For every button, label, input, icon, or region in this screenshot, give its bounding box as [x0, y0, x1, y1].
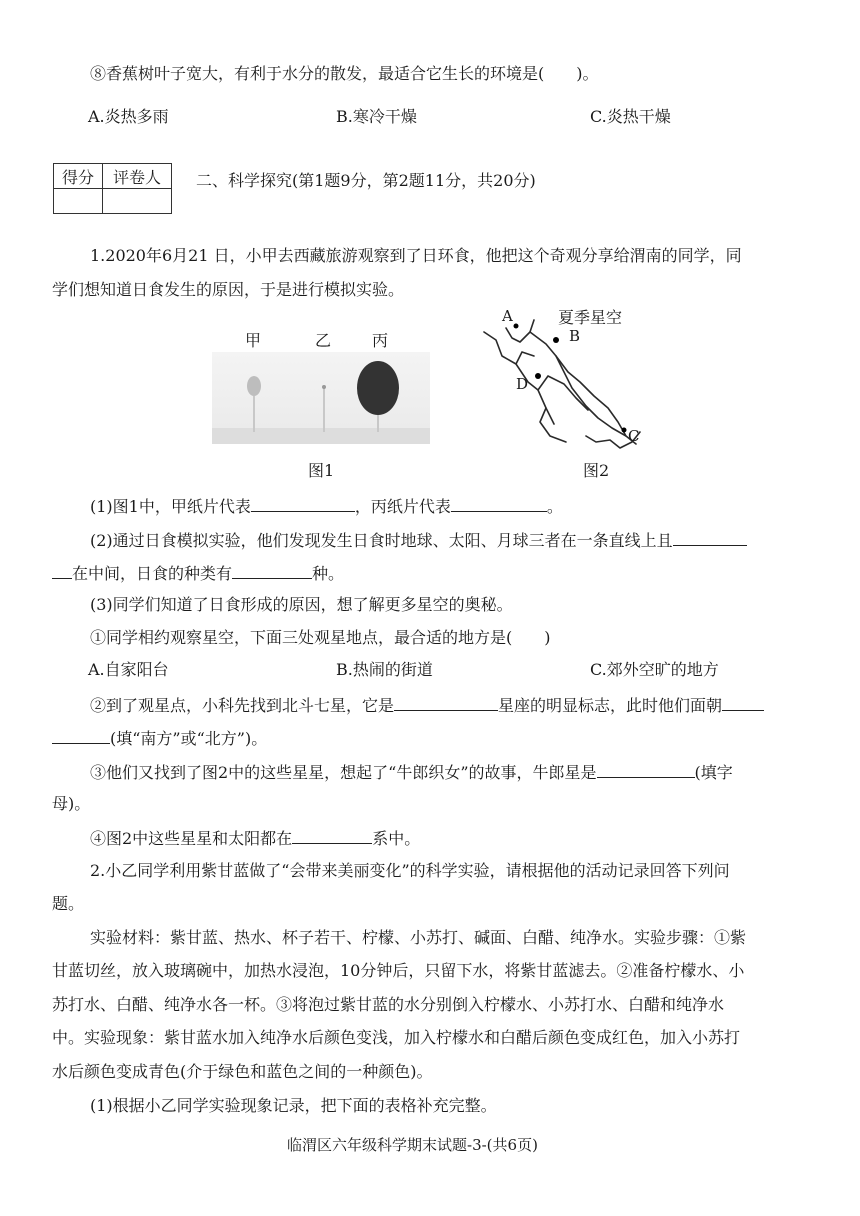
q1-sub-2-line-2: (填“南方”或“北方”)。	[52, 727, 267, 749]
q1-sub-2-line-1: ②到了观星点，小科先找到北斗七星，它是 星座的明显标志，此时他们面朝	[90, 694, 764, 716]
score-header: 得分	[54, 164, 103, 189]
figure-1-label-jia: 甲	[245, 331, 262, 350]
answer-blank-3b[interactable]	[52, 562, 72, 579]
q2-line-5: 苏打水、白醋、纯净水各一杯。③将泡过紫甘蓝的水分别倒入柠檬水、小苏打水、白醋和纯净水	[52, 995, 725, 1014]
q1-sub-3-line-2: 母)。	[52, 794, 91, 813]
q1-sub1-option-a: A.自家阳台	[88, 660, 169, 679]
answer-blank-6a[interactable]	[722, 694, 764, 711]
q1-sub1-option-b: B.热闹的街道	[336, 660, 433, 679]
star-a	[514, 324, 519, 329]
figure-1-caption: 图1	[308, 461, 335, 480]
star-label-b: B	[569, 327, 581, 345]
answer-blank-1[interactable]	[251, 495, 355, 512]
q2-line-3: 实验材料：紫甘蓝、热水、杯子若干、柠檬、小苏打、碱面、白醋、纯净水。实验步骤：①紫	[90, 928, 747, 947]
score-table	[53, 163, 172, 214]
q1-sub-1: ①同学相约观察星空，下面三处观星地点，最合适的地方是( )	[90, 628, 551, 647]
star-label-c: C	[628, 427, 640, 445]
answer-blank-5[interactable]	[394, 694, 498, 711]
answer-blank-7[interactable]	[597, 761, 695, 778]
q1-part-1: (1)图1中，甲纸片代表 ，丙纸片代表 。	[90, 497, 563, 516]
figure-1-label-bing: 丙	[372, 331, 389, 350]
q2-line-7: 水后颜色变成青色(介于绿色和蓝色之间的一种颜色)。	[52, 1062, 433, 1081]
q1-sub1-option-c: C.郊外空旷的地方	[590, 660, 719, 679]
paper-bing-shape	[357, 361, 399, 415]
q2-line-8: (1)根据小乙同学实验现象记录，把下面的表格补充完整。	[90, 1096, 497, 1115]
q1-intro-line-2: 学们想知道日食发生的原因，于是进行模拟实验。	[52, 280, 405, 299]
grader-header: 评卷人	[103, 164, 172, 189]
answer-blank-3a[interactable]	[673, 529, 747, 546]
figure-1-photo	[212, 352, 430, 444]
score-cell	[54, 189, 103, 214]
q1-sub-3-line-1: ③他们又找到了图2中的这些星星，想起了“牛郎织女”的故事，牛郎星是 (填字	[90, 763, 733, 782]
section-2-title: 二、科学探究(第1题9分，第2题11分，共20分)	[196, 171, 536, 190]
paper-jia-shape	[247, 376, 261, 396]
figure-2-caption: 图2	[583, 461, 610, 480]
q2-line-1: 2.小乙同学利用紫甘蓝做了“会带来美丽变化”的科学实验，请根据他的活动记录回答下列问	[90, 861, 730, 880]
q8-option-b: B.寒冷干燥	[336, 107, 417, 126]
q2-line-2: 题。	[52, 894, 85, 913]
q1-part-3: (3)同学们知道了日食形成的原因，想了解更多星空的奥秘。	[90, 595, 513, 614]
question-8-stem: ⑧香蕉树叶子宽大，有利于水分的散发，最适合它生长的环境是( )。	[90, 64, 599, 83]
answer-blank-8[interactable]	[292, 827, 372, 844]
page-footer: 临渭区六年级科学期末试题-3-(共6页)	[287, 1136, 538, 1154]
grader-cell	[103, 189, 172, 214]
star-b	[553, 337, 559, 343]
star-c	[622, 428, 627, 433]
answer-blank-4[interactable]	[232, 562, 312, 579]
answer-blank-2[interactable]	[451, 495, 547, 512]
star-d	[535, 373, 541, 379]
star-label-a: A	[502, 307, 513, 325]
q1-intro-line-1: 1.2020年6月21 日，小甲去西藏旅游观察到了日环食，他把这个奇观分享给渭南的同学，同	[90, 246, 742, 265]
q1-part-2-line-2: 在中间，日食的种类有 种。	[52, 562, 344, 584]
star-label-d: D	[516, 375, 529, 393]
q8-option-a: A.炎热多雨	[88, 107, 169, 126]
figure-2-title: 夏季星空	[558, 308, 623, 327]
q1-part-2-line-1: (2)通过日食模拟实验，他们发现发生日食时地球、太阳、月球三者在一条直线上且	[90, 529, 747, 551]
q8-option-c: C.炎热干燥	[590, 107, 671, 126]
answer-blank-6b[interactable]	[52, 727, 110, 744]
q2-line-6: 中。实验现象：紫甘蓝水加入纯净水后颜色变浅，加入柠檬水和白醋后颜色变成红色，加入小苏打	[52, 1028, 741, 1047]
q2-line-4: 甘蓝切丝，放入玻璃碗中，加热水浸泡，10分钟后，只留下水，将紫甘蓝滤去。②准备柠檬水、小	[52, 961, 745, 980]
q1-sub-4: ④图2中这些星星和太阳都在 系中。	[90, 829, 421, 848]
figure-1-label-yi: 乙	[315, 331, 332, 350]
